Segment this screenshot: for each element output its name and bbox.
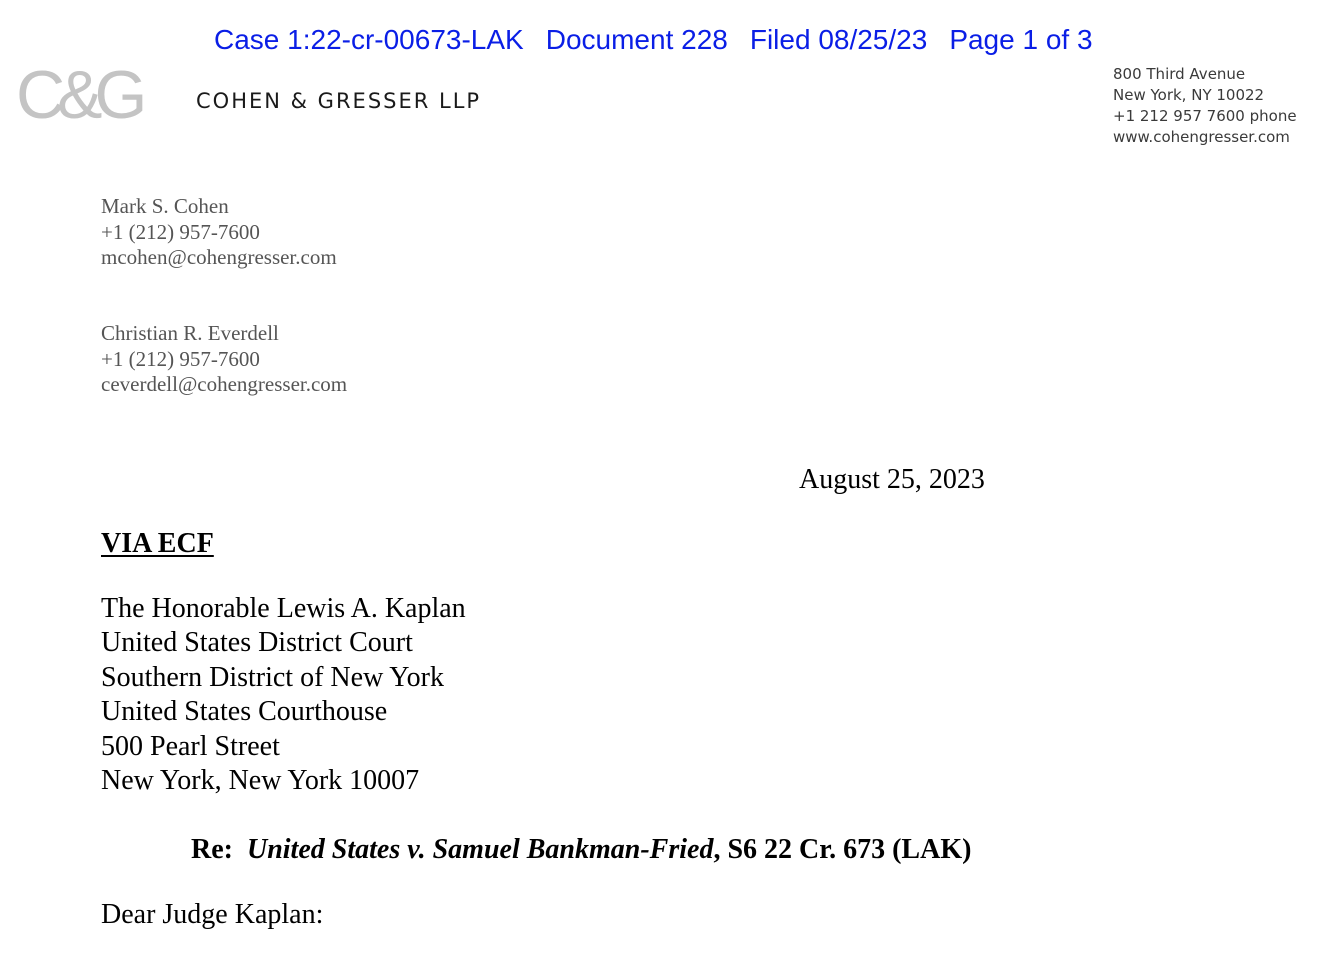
recipient-line: United States Courthouse (101, 696, 388, 728)
re-case-title: United States v. Samuel Bankman-Fried (246, 834, 714, 865)
firm-name: COHEN & GRESSER LLP (196, 89, 482, 113)
re-case-number: , S6 22 Cr. 673 (LAK) (713, 834, 972, 865)
letter-date: August 25, 2023 (799, 464, 985, 495)
re-line (191, 833, 971, 867)
contact-block-cohen (101, 194, 337, 271)
recipient-line: United States District Court (101, 627, 413, 659)
recipient-line: 500 Pearl Street (101, 730, 280, 762)
contact-email[interactable]: mcohen@cohengresser.com (101, 245, 337, 269)
filed-date: Filed 08/25/23 (749, 24, 928, 55)
contact-name: Christian R. Everdell (101, 321, 279, 345)
recipient-line: Southern District of New York (101, 661, 444, 693)
contact-phone: +1 (212) 957-7600 (101, 346, 260, 371)
recipient-line: New York, New York 10007 (101, 765, 420, 797)
address-website[interactable]: www.cohengresser.com (1113, 128, 1290, 146)
recipient-address (101, 592, 466, 798)
salutation: Dear Judge Kaplan: (101, 899, 324, 930)
address-phone: +1 212 957 7600 phone (1113, 107, 1297, 125)
contact-email[interactable]: ceverdell@cohengresser.com (101, 372, 348, 396)
address-city: New York, NY 10022 (1113, 86, 1265, 104)
page-count: Page 1 of 3 (949, 24, 1093, 55)
recipient-line: The Honorable Lewis A. Kaplan (101, 593, 466, 624)
contact-block-everdell (101, 321, 347, 398)
svg-text:C&G: C&G (16, 57, 140, 133)
address-street: 800 Third Avenue (1113, 65, 1246, 83)
delivery-method: VIA ECF (101, 528, 214, 559)
contact-phone: +1 (212) 957-7600 (101, 219, 260, 244)
ecf-filing-stamp (214, 22, 1093, 58)
firm-logo (16, 57, 140, 133)
re-label: Re: (191, 834, 233, 865)
firm-address (1113, 64, 1297, 148)
contact-name: Mark S. Cohen (101, 194, 229, 218)
document-number: Document 228 (545, 24, 728, 55)
case-number: Case 1:22-cr-00673-LAK (214, 24, 524, 55)
